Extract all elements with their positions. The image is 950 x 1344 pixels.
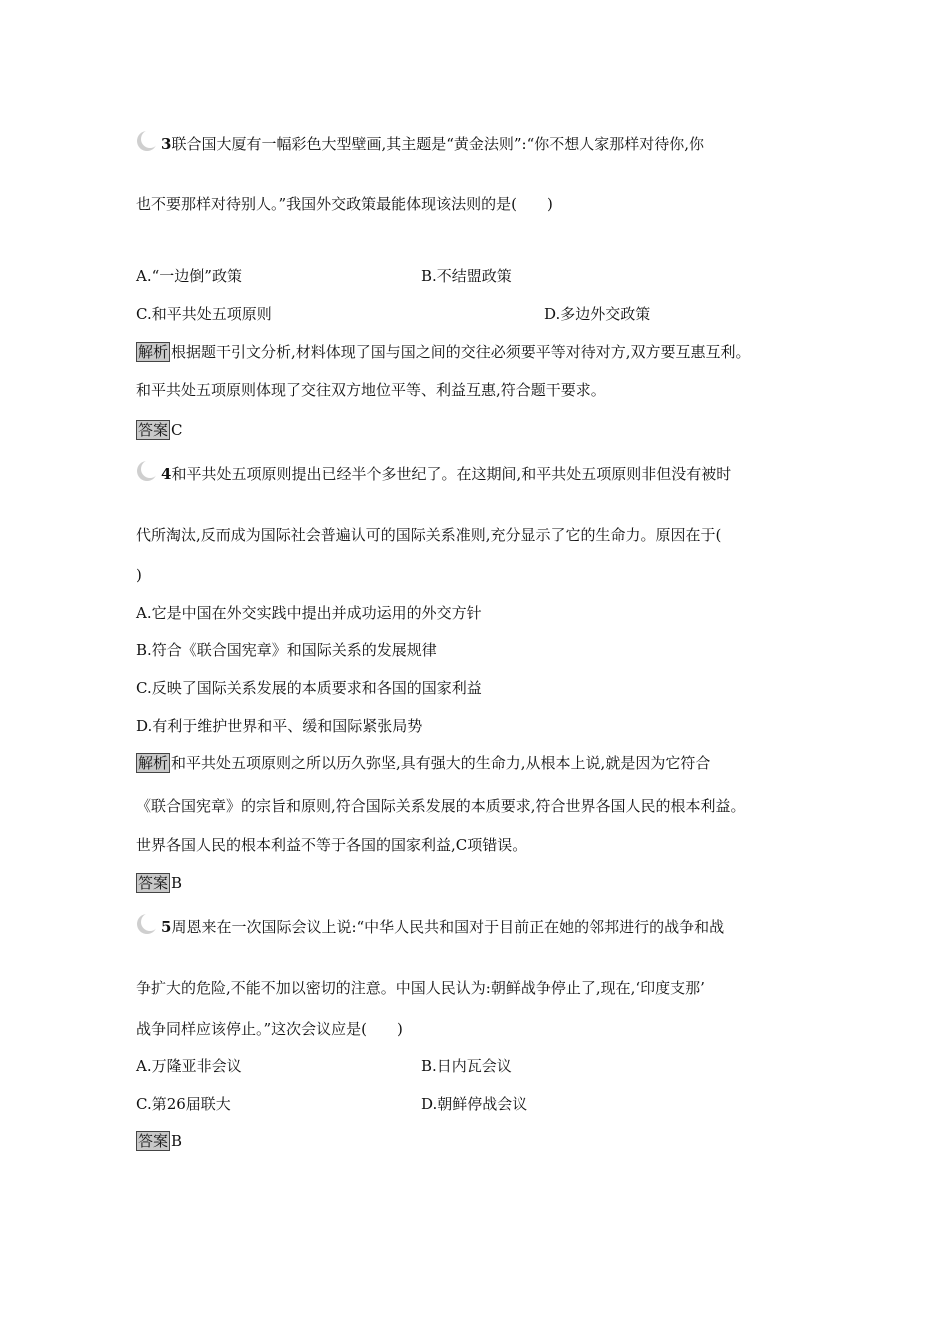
q4-answer-value: B <box>171 874 183 892</box>
q3-options-row1 <box>136 266 512 286</box>
question-marker-icon <box>134 458 160 484</box>
q4-analysis-line2: 《联合国宪章》的宗旨和原则,符合国际关系发展的本质要求,符合世界各国人民的根本利益。 <box>136 797 746 815</box>
q4-stem-line3: ) <box>136 566 142 584</box>
q5-option-a[interactable]: A.万隆亚非会议 <box>136 1057 242 1075</box>
q4-option-d[interactable]: D.有利于维护世界和平、缓和国际紧张局势 <box>136 717 423 735</box>
q5-number: 5 <box>161 918 172 936</box>
q3-option-b[interactable]: B.不结盟政策 <box>421 267 512 285</box>
q4-option-b[interactable]: B.符合《联合国宪章》和国际关系的发展规律 <box>136 641 437 659</box>
q5-stem-line1: 5周恩来在一次国际会议上说:“中华人民共和国对于目前正在她的邻邦进行的战争和战 <box>161 918 725 936</box>
answer-label: 答案 <box>138 874 169 892</box>
q5-stem-line3: 战争同样应该停止。”这次会议应是( ) <box>136 1020 403 1038</box>
q3-option-a[interactable]: A.“一边倒”政策 <box>136 267 242 285</box>
q4-analysis-line3: 世界各国人民的根本利益不等于各国的国家利益,C项错误。 <box>136 836 528 854</box>
q4-option-a[interactable]: A.它是中国在外交实践中提出并成功运用的外交方针 <box>136 604 482 622</box>
q3-option-c[interactable]: C.和平共处五项原则 <box>136 305 272 323</box>
q4-answer <box>136 873 182 893</box>
q3-stem-line1: 3联合国大厦有一幅彩色大型壁画,其主题是“黄金法则”:“你不想人家那样对待你,你 <box>161 135 705 153</box>
question-marker-icon <box>134 128 160 154</box>
q3-analysis-line1: 解析 根据题干引文分析,材料体现了国与国之间的交往必须要平等对待对方,双方要互惠互利。 <box>138 343 751 361</box>
q3-number: 3 <box>161 135 172 153</box>
q5-options-row1 <box>136 1056 512 1076</box>
answer-label: 答案 <box>138 1132 169 1150</box>
q4-number: 4 <box>161 465 172 483</box>
q3-options-row2 <box>136 304 651 324</box>
q5-option-d[interactable]: D.朝鲜停战会议 <box>421 1095 528 1113</box>
q3-answer-value: C <box>171 421 183 439</box>
q5-option-c[interactable]: C.第26届联大 <box>136 1095 231 1113</box>
q4-stem-line1: 4和平共处五项原则提出已经半个多世纪了。在这期间,和平共处五项原则非但没有被时 <box>161 465 732 483</box>
q4-option-c[interactable]: C.反映了国际关系发展的本质要求和各国的国家利益 <box>136 679 482 697</box>
answer-label: 答案 <box>138 421 169 439</box>
q3-stem-line2: 也不要那样对待别人。”我国外交政策最能体现该法则的是( ) <box>136 195 553 213</box>
analysis-label: 解析 <box>138 343 169 361</box>
q4-stem-line2: 代所淘汰,反而成为国际社会普遍认可的国际关系准则,充分显示了它的生命力。原因在于( <box>136 526 722 544</box>
q5-stem-line2: 争扩大的危险,不能不加以密切的注意。中国人民认为:朝鲜战争停止了,现在,‘印度支那’ <box>136 979 705 997</box>
q3-option-d[interactable]: D.多边外交政策 <box>544 305 651 323</box>
question-marker-icon <box>134 911 160 937</box>
q5-answer-value: B <box>171 1132 183 1150</box>
q5-options-row2 <box>136 1094 528 1114</box>
q5-answer <box>136 1131 182 1151</box>
q3-analysis-line2: 和平共处五项原则体现了交往双方地位平等、利益互惠,符合题干要求。 <box>136 381 606 399</box>
q4-analysis-line1: 解析 和平共处五项原则之所以历久弥坚,具有强大的生命力,从根本上说,就是因为它符合 <box>138 754 711 772</box>
q3-answer <box>136 420 183 440</box>
q5-option-b[interactable]: B.日内瓦会议 <box>421 1057 512 1075</box>
analysis-label: 解析 <box>138 754 169 772</box>
